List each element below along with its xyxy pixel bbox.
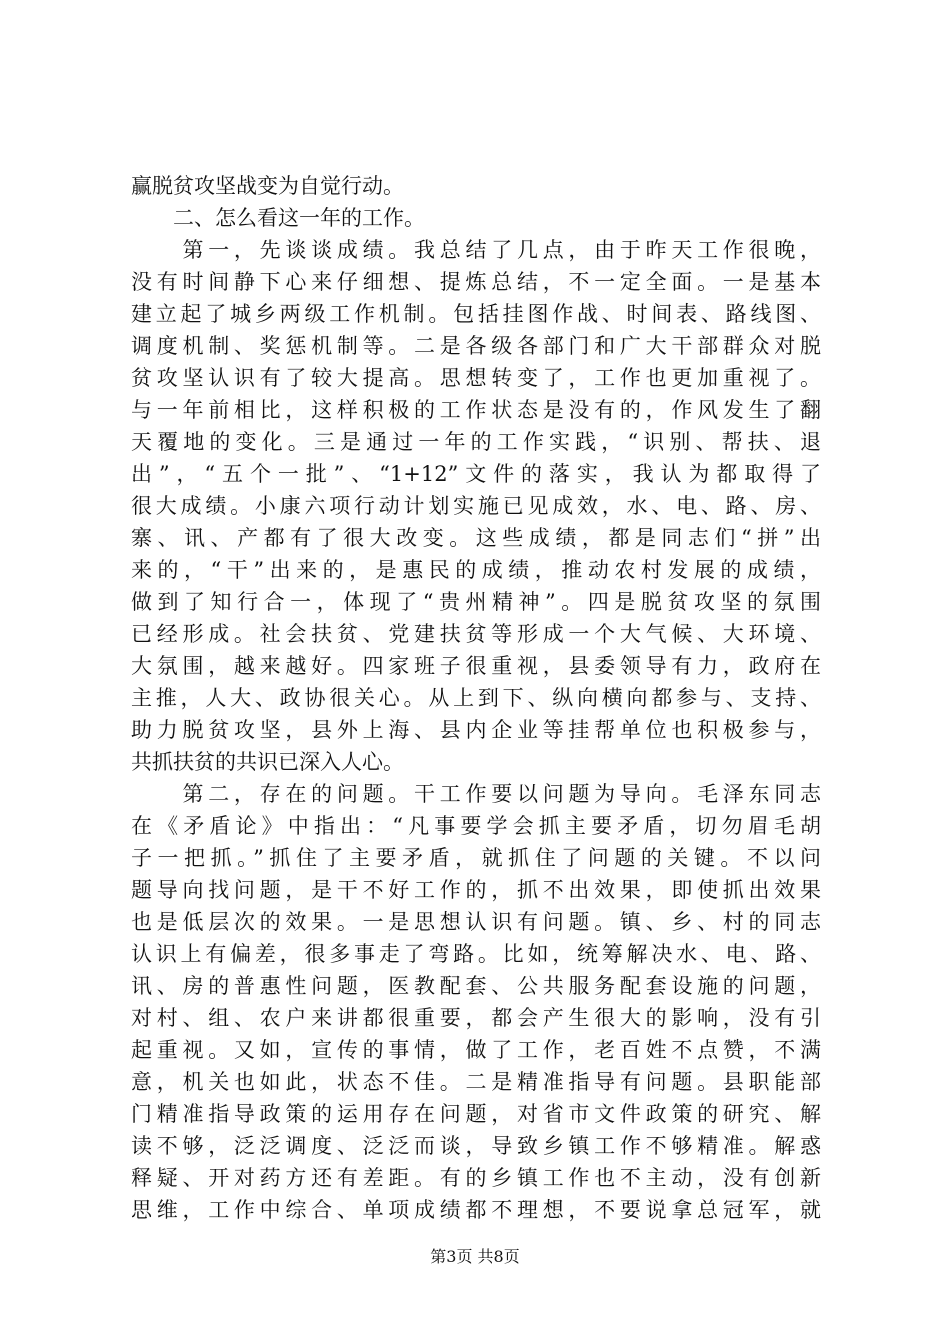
text-line: 天覆地的变化。三是通过一年的工作实践，“识别、帮扶、退 bbox=[131, 430, 821, 454]
text-line: 读不够，泛泛调度、泛泛而谈，导致乡镇工作不够精准。解惑 bbox=[131, 1134, 821, 1158]
text-line: 意，机关也如此，状态不佳。二是精准指导有问题。县职能部 bbox=[131, 1070, 821, 1094]
text-line: 来的，“干”出来的，是惠民的成绩，推动农村发展的成绩， bbox=[131, 558, 821, 582]
text-line: 二、怎么看这一年的工作。 bbox=[131, 206, 425, 230]
text-line: 赢脱贫攻坚战变为自觉行动。 bbox=[131, 174, 404, 198]
text-line: 思维，工作中综合、单项成绩都不理想，不要说拿总冠军，就 bbox=[131, 1198, 821, 1222]
text-line: 已经形成。社会扶贫、党建扶贫等形成一个大气候、大环境、 bbox=[131, 622, 821, 646]
text-line: 与一年前相比，这样积极的工作状态是没有的，作风发生了翻 bbox=[131, 398, 821, 422]
text-line: 释疑、开对药方还有差距。有的乡镇工作也不主动，没有创新 bbox=[131, 1166, 821, 1190]
text-line: 很大成绩。小康六项行动计划实施已见成效，水、电、路、房、 bbox=[131, 494, 821, 518]
body-text bbox=[131, 170, 821, 1226]
text-line: 共抓扶贫的共识已深入人心。 bbox=[131, 750, 404, 774]
text-line: 子一把抓。”抓住了主要矛盾，就抓住了问题的关键。不以问 bbox=[131, 846, 821, 870]
text-line: 出”，“五个一批”、“1+12”文件的落实，我认为都取得了 bbox=[131, 462, 821, 486]
text-line: 大氛围，越来越好。四家班子很重视，县委领导有力，政府在 bbox=[131, 654, 821, 678]
text-line: 建立起了城乡两级工作机制。包括挂图作战、时间表、路线图、 bbox=[131, 302, 821, 326]
text-line: 助力脱贫攻坚，县外上海、县内企业等挂帮单位也积极参与， bbox=[131, 718, 821, 742]
text-line: 第二，存在的问题。干工作要以问题为导向。毛泽东同志 bbox=[131, 782, 821, 806]
text-line: 门精准指导政策的运用存在问题，对省市文件政策的研究、解 bbox=[131, 1102, 821, 1126]
text-line: 调度机制、奖惩机制等。二是各级各部门和广大干部群众对脱 bbox=[131, 334, 821, 358]
text-line: 做到了知行合一，体现了“贵州精神”。四是脱贫攻坚的氛围 bbox=[131, 590, 821, 614]
text-line: 主推，人大、政协很关心。从上到下、纵向横向都参与、支持、 bbox=[131, 686, 821, 710]
text-line: 寨、讯、产都有了很大改变。这些成绩，都是同志们“拼”出 bbox=[131, 526, 821, 550]
text-line: 在《矛盾论》中指出：“凡事要学会抓主要矛盾，切勿眉毛胡 bbox=[131, 814, 821, 838]
text-line: 讯、房的普惠性问题，医教配套、公共服务配套设施的问题， bbox=[131, 974, 821, 998]
text-line: 起重视。又如，宣传的事情，做了工作，老百姓不点赞，不满 bbox=[131, 1038, 821, 1062]
text-line: 对村、组、农户来讲都很重要，都会产生很大的影响，没有引 bbox=[131, 1006, 821, 1030]
text-line: 认识上有偏差，很多事走了弯路。比如，统筹解决水、电、路、 bbox=[131, 942, 821, 966]
text-line: 题导向找问题，是干不好工作的，抓不出效果，即使抓出效果 bbox=[131, 878, 821, 902]
text-line: 也是低层次的效果。一是思想认识有问题。镇、乡、村的同志 bbox=[131, 910, 821, 934]
text-line: 第一，先谈谈成绩。我总结了几点，由于昨天工作很晚， bbox=[131, 238, 821, 262]
text-line: 没有时间静下心来仔细想、提炼总结，不一定全面。一是基本 bbox=[131, 270, 821, 294]
text-line: 贫攻坚认识有了较大提高。思想转变了，工作也更加重视了。 bbox=[131, 366, 821, 390]
page-footer: 第3页 共8页 bbox=[430, 1247, 520, 1266]
